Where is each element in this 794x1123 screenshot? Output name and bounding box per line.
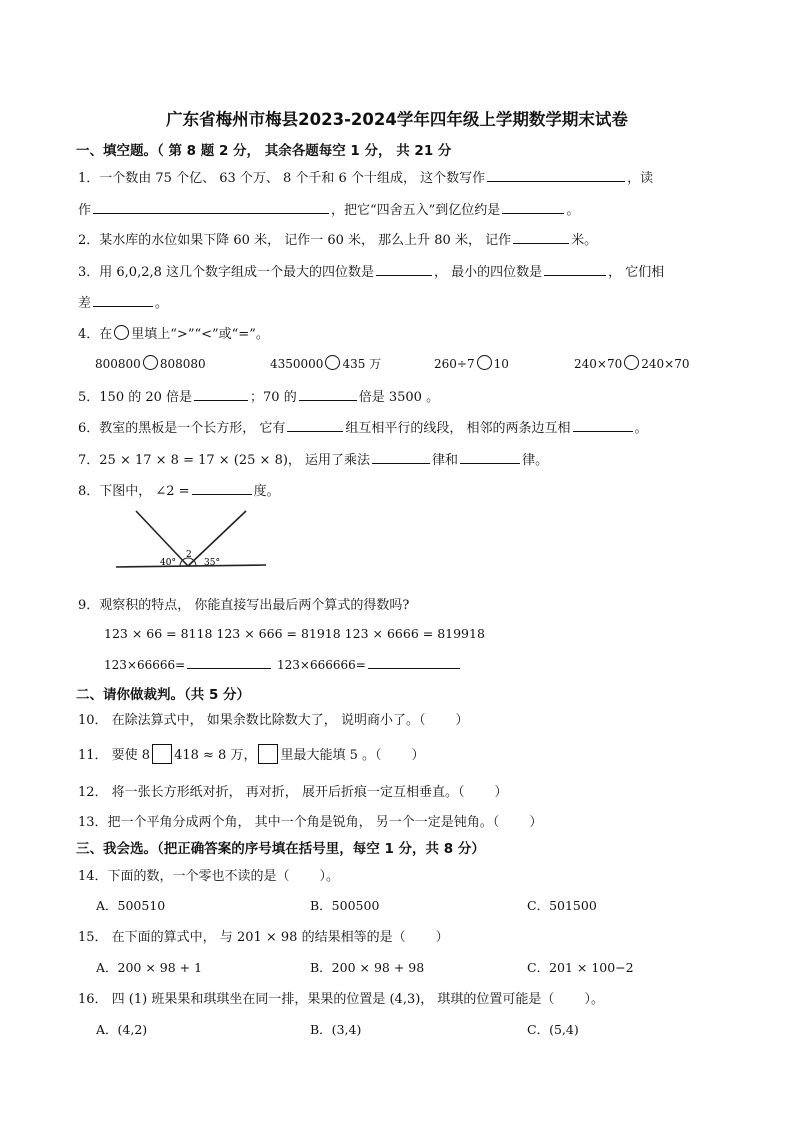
q15-option-c[interactable]: C．201 × 100−2 (527, 960, 634, 975)
answer-blank[interactable] (487, 169, 625, 182)
baseline (116, 565, 266, 567)
digit-box[interactable] (152, 744, 172, 764)
question-7: 7．25 × 17 × 8 = 17 × (25 × 8)， 运用了乘法 律和 律。 (78, 453, 549, 468)
angle-right-label: 35° (204, 558, 220, 568)
page-title: 广东省梅州市梅县2023-2024学年四年级上学期数学期末试卷 (166, 110, 628, 129)
angle-figure (116, 505, 268, 580)
angle-left-label: 40° (160, 558, 176, 568)
question-3-line-1: 3．用 6,0,2,8 这几个数字组成一个最大的四位数是 ， 最小的四位数是 ， 它们相 (78, 265, 665, 280)
answer-blank[interactable] (502, 201, 564, 214)
section-1-heading: 一、填空题。（ 第 8 题 2 分， 其余各题每空 1 分， 共 21 分 (76, 143, 452, 159)
question-3-line-2: 差 。 (78, 296, 169, 311)
compare-circle[interactable] (325, 355, 340, 370)
angle-2-label: 2 (186, 550, 192, 560)
q15-option-b[interactable]: B．200 × 98 + 98 (310, 960, 425, 975)
q15-option-a[interactable]: A．200 × 98 + 1 (96, 960, 203, 975)
question-6: 6．教室的黑板是一个长方形， 它有 组互相平行的线段， 相邻的两条边互相 。 (78, 421, 648, 436)
section-2-heading: 二、请你做裁判。（共 5 分） (76, 687, 251, 703)
q16-option-a[interactable]: A．(4,2) (96, 1022, 148, 1037)
answer-blank[interactable] (287, 419, 343, 432)
section-3-heading: 三、我会选。（把正确答案的序号填在括号里，每空 1 分，共 8 分） (76, 841, 485, 857)
answer-blank[interactable] (573, 419, 633, 432)
answer-blank[interactable] (299, 388, 357, 401)
answer-blank[interactable] (513, 231, 569, 244)
q14-option-c[interactable]: C．501500 (527, 898, 597, 913)
q4-item-3: 260÷7 10 (434, 357, 509, 371)
compare-circle[interactable] (624, 355, 639, 370)
answer-blank[interactable] (368, 656, 460, 669)
answer-blank[interactable] (192, 482, 252, 495)
question-12: 12． 将一张长方形纸对折， 再对折， 展开后折痕一定互相垂直。（ ） (78, 785, 508, 800)
compare-circle-icon (114, 325, 129, 340)
question-13: 13．把一个平角分成两个角， 其中一个角是锐角， 另一个一定是钝角。（ ） (78, 815, 543, 830)
q16-option-b[interactable]: B．(3,4) (310, 1022, 362, 1037)
q16-option-c[interactable]: C．(5,4) (527, 1022, 579, 1037)
digit-box-icon (258, 744, 278, 764)
question-10: 10． 在除法算式中， 如果余数比除数大了， 说明商小了。（ ） (78, 713, 469, 728)
question-15: 15． 在下面的算式中， 与 201 × 98 的结果相等的是（ ） (78, 930, 449, 945)
q4-item-1: 800800 808080 (95, 357, 206, 371)
question-5: 5．150 的 20 倍是 ；70 的 倍是 3500 。 (78, 390, 440, 405)
question-1-line-2: 作 ，把它“四舍五入”到亿位约是 。 (78, 203, 580, 218)
compare-circle[interactable] (143, 355, 158, 370)
compare-circle[interactable] (477, 355, 492, 370)
q4-item-4: 240×70 240×70 (574, 357, 690, 371)
q14-option-b[interactable]: B．500500 (310, 898, 380, 913)
answer-blank[interactable] (93, 201, 329, 214)
question-1-line-1: 1．一个数由 75 个亿、 63 个万、 8 个千和 6 个十组成， 这个数写作 ，读 (78, 171, 654, 186)
question-9-equations: 123 × 66 = 8118 123 × 666 = 81918 123 × 6666 = 819918 (104, 626, 485, 641)
answer-blank[interactable] (194, 388, 248, 401)
question-16: 16． 四 (1) 班果果和琪琪坐在同一排，果果的位置是 (4,3)， 琪琪的位置可能是（ ）。 (78, 992, 604, 1007)
question-14: 14．下面的数，一个零也不读的是（ ）。 (78, 869, 340, 884)
q14-option-a[interactable]: A．500510 (96, 898, 166, 913)
answer-blank[interactable] (460, 451, 520, 464)
answer-blank[interactable] (544, 263, 606, 276)
question-11: 11． 要使 8 418 ≈ 8 万， 里最大能填 5 。（ ） (78, 744, 425, 764)
question-9: 9．观察积的特点， 你能直接写出最后两个算式的得数吗? (78, 598, 410, 613)
question-9-blanks: 123×66666= 123×666666= (104, 656, 462, 672)
answer-blank[interactable] (93, 294, 153, 307)
answer-blank[interactable] (372, 451, 430, 464)
question-8: 8．下图中， ∠2 = 度。 (78, 484, 280, 499)
answer-blank[interactable] (376, 263, 432, 276)
question-4: 4．在 里填上“>”“<”或“=”。 (78, 327, 269, 342)
question-2: 2．某水库的水位如果下降 60 米， 记作一 60 米， 那么上升 80 米， 记作 米。 (78, 233, 598, 248)
answer-blank[interactable] (187, 656, 271, 669)
q4-item-2: 4350000 435 万 (270, 357, 382, 371)
